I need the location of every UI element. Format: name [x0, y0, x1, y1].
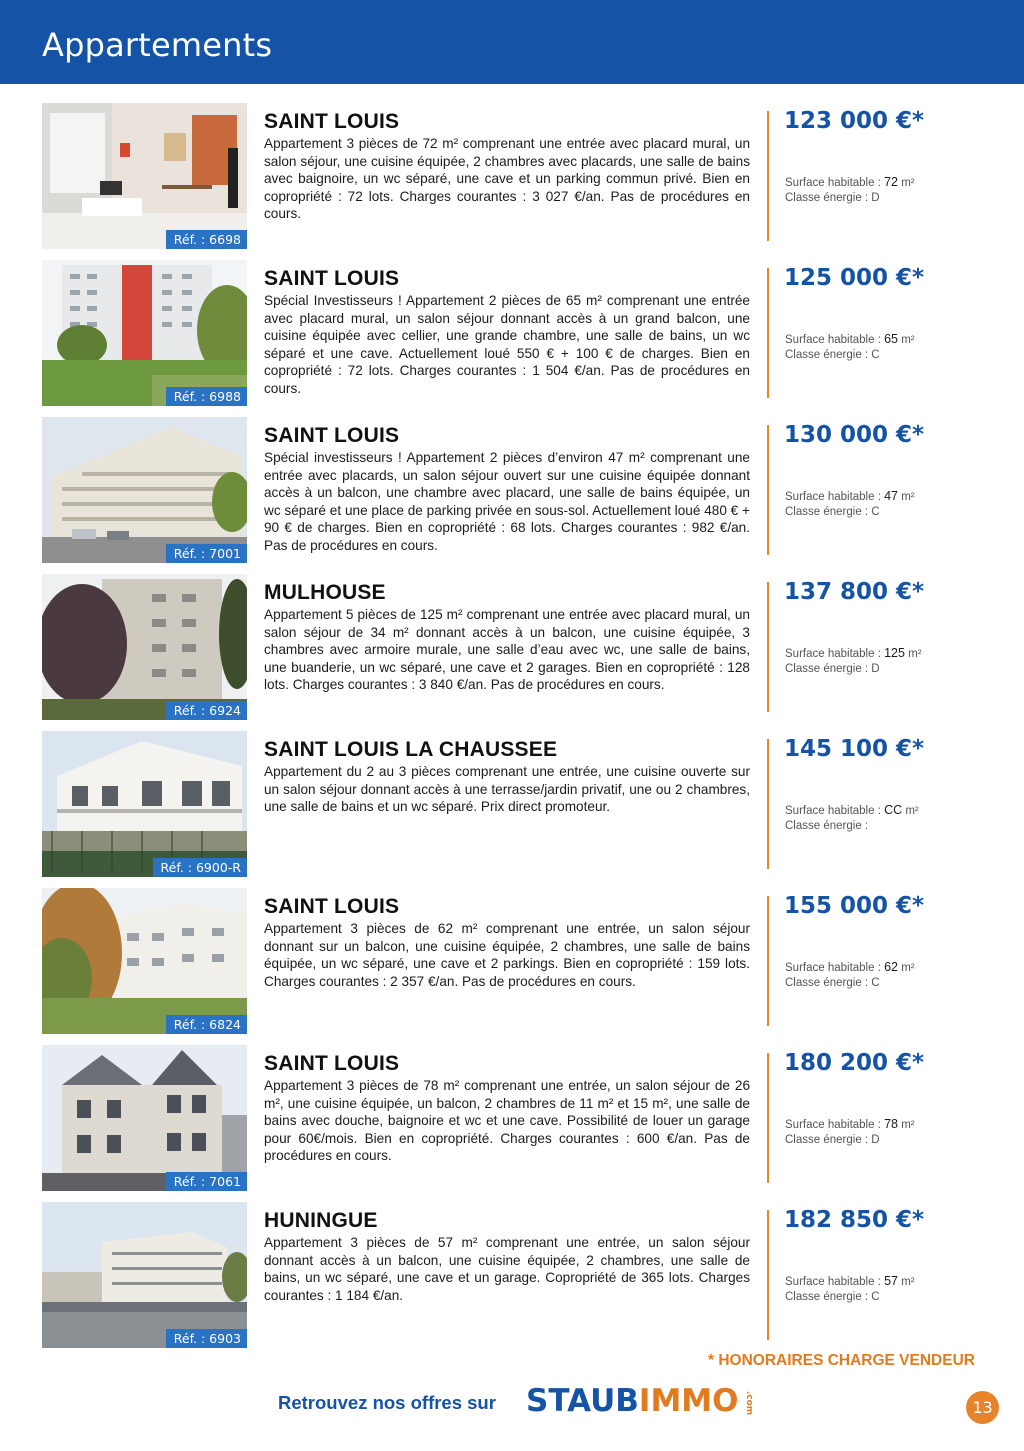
listing-city: SAINT LOUIS: [264, 110, 400, 133]
reference-badge: Réf. : 6824: [166, 1015, 247, 1034]
listing-description: Appartement 3 pièces de 78 m² comprenant une entrée, un salon séjour de 26 m², une cuisine équipée, un balcon, 2 chambres de 11 m² et 15 m², une salle de bains avec douche, baignoire et wc et une cave. Possibilité de louer un garage pour 60€/mois. Bien en copropriété. Charges courantes : 600 €/an. Pas de procédures en cours.: [264, 1078, 750, 1164]
orange-divider: [767, 739, 769, 869]
listing-photo[interactable]: [42, 103, 247, 249]
building-photo-icon: [42, 731, 247, 877]
energy-line: Classe énergie :: [785, 820, 869, 832]
reference-badge: Réf. : 7001: [166, 544, 247, 563]
listing-item[interactable]: [0, 1045, 1024, 1191]
listing-price: 123 000 €*: [784, 108, 925, 134]
reference-badge: Réf. : 6924: [166, 701, 247, 720]
listing-photo[interactable]: [42, 888, 247, 1034]
listing-specs: [785, 803, 985, 834]
listing-specs: [785, 332, 985, 363]
listing-price: 145 100 €*: [784, 736, 925, 762]
listing-description: Appartement 3 pièces de 57 m² comprenant une entrée, un salon séjour donnant accès à un balcon, une cuisine équipée, 2 chambres, une salle de bains, un wc séparé, une cave et un garage. Copropriété de 365 lots. Charges courantes : 1 184 €/an.: [264, 1235, 750, 1303]
reference-badge: Réf. : 6900-R: [153, 858, 247, 877]
listing-info: [264, 266, 750, 398]
surface-line: Surface habitable : 57 m²: [785, 1274, 915, 1288]
energy-line: Classe énergie : C: [785, 506, 880, 518]
orange-divider: [767, 425, 769, 555]
listing-description: Spécial Investisseurs ! Appartement 2 pièces de 65 m² comprenant une entrée avec placard mural, un salon séjour donnant accès à un grand balcon, une cuisine équipée avec cellier, une grande chambre, une salle de bains, un wc séparé et une cave. Actuellement loué 550 € + 100 € de charges. Bien en copropriété : 72 lots. Charges courantes : 1 504 €/an. Pas de procédures en cours.: [264, 293, 750, 396]
listing-city: SAINT LOUIS: [264, 424, 400, 447]
listing-photo[interactable]: [42, 731, 247, 877]
energy-line: Classe énergie : D: [785, 1134, 880, 1146]
listing-item[interactable]: [0, 260, 1024, 406]
listing-description: Appartement du 2 au 3 pièces comprenant une entrée, une cuisine ouverte sur un salon séjour donnant accès à une terrasse/jardin privatif, une ou 2 chambres, une salle de bains et un wc séparé. Prix direct promoteur.: [264, 764, 750, 815]
listing-description: Appartement 5 pièces de 125 m² comprenant une entrée avec placard mural, un salon séjour de 34 m² donnant accès à un balcon, une cuisine équipée, 3 chambres avec armoire murale, une salle d’eau avec wc, une salle de bains, une buanderie, un wc séparé, une cave et 2 garages. Bien en copropriété : 128 lots. Charges courantes : 3 840 €/an. Pas de procédures en cours.: [264, 607, 750, 693]
surface-line: Surface habitable : CC m²: [785, 803, 919, 817]
building-photo-icon: [42, 103, 247, 249]
listing-item[interactable]: [0, 417, 1024, 563]
fee-note: * HONORAIRES CHARGE VENDEUR: [708, 1352, 975, 1369]
listing-specs: [785, 1274, 985, 1305]
orange-divider: [767, 268, 769, 398]
listing-specs: [785, 489, 985, 520]
listing-city: SAINT LOUIS LA CHAUSSEE: [264, 738, 558, 761]
surface-line: Surface habitable : 125 m²: [785, 646, 922, 660]
energy-line: Classe énergie : C: [785, 1291, 880, 1303]
footer-text: Retrouvez nos offres sur: [278, 1392, 496, 1413]
listing-info: [264, 894, 750, 990]
listing-city: SAINT LOUIS: [264, 267, 400, 290]
surface-line: Surface habitable : 62 m²: [785, 960, 915, 974]
listing-price: 182 850 €*: [784, 1207, 925, 1233]
page-number: 13: [966, 1391, 999, 1424]
reference-badge: Réf. : 6698: [166, 230, 247, 249]
listing-item[interactable]: [0, 103, 1024, 249]
reference-badge: Réf. : 6988: [166, 387, 247, 406]
listing-info: [264, 1051, 750, 1165]
listing-description: Spécial investisseurs ! Appartement 2 pièces d’environ 47 m² comprenant une entrée avec placards, un salon séjour ouvert sur une cuisine équipée donnant accès à un balcon, une chambre avec placard, une salle de bains équipée, un wc séparé et une place de parking privée en sous-sol. Actuellement loué 480 € + 90 € de charges. Bien en copropriété : 68 lots. Charges courantes : 982 €/an. Pas de procédures en cours.: [264, 450, 750, 553]
listing-price: 180 200 €*: [784, 1050, 925, 1076]
surface-line: Surface habitable : 72 m²: [785, 175, 915, 189]
listing-info: [264, 109, 750, 223]
listing-photo[interactable]: [42, 574, 247, 720]
page-header: [0, 0, 1024, 84]
building-photo-icon: [42, 574, 247, 720]
surface-line: Surface habitable : 78 m²: [785, 1117, 915, 1131]
orange-divider: [767, 1210, 769, 1340]
page-title: Appartements: [42, 26, 273, 64]
listing-item[interactable]: [0, 731, 1024, 877]
listing-photo[interactable]: [42, 1045, 247, 1191]
surface-line: Surface habitable : 65 m²: [785, 332, 915, 346]
listing-description: Appartement 3 pièces de 62 m² comprenant une entrée, un salon séjour donnant sur un balcon, une cuisine équipée, 2 chambres, une salle de bains équipée, un wc séparé, une cave et 2 parkings. Bien en copropriété : 159 lots. Charges courantes : 2 357 €/an. Pas de procédures en cours.: [264, 921, 750, 989]
orange-divider: [767, 582, 769, 712]
listing-photo[interactable]: [42, 1202, 247, 1348]
listing-price: 155 000 €*: [784, 893, 925, 919]
listing-city: HUNINGUE: [264, 1209, 378, 1232]
listing-info: [264, 1208, 750, 1304]
listing-item[interactable]: [0, 574, 1024, 720]
orange-divider: [767, 1053, 769, 1183]
orange-divider: [767, 896, 769, 1026]
listing-info: [264, 423, 750, 555]
building-photo-icon: [42, 1202, 247, 1348]
listing-price: 137 800 €*: [784, 579, 925, 605]
listing-photo[interactable]: [42, 417, 247, 563]
brand-logo[interactable]: STAUBIMMO .com: [526, 1383, 754, 1419]
surface-line: Surface habitable : 47 m²: [785, 489, 915, 503]
listing-specs: [785, 646, 985, 677]
listing-price: 130 000 €*: [784, 422, 925, 448]
energy-line: Classe énergie : C: [785, 349, 880, 361]
listing-item[interactable]: [0, 1202, 1024, 1348]
listing-specs: [785, 1117, 985, 1148]
listing-description: Appartement 3 pièces de 72 m² comprenant une entrée avec placard mural, un salon séjour, une cuisine équipée, 2 chambres avec placards, une salle de bains avec baignoire, un wc séparé, une cave et un parking commun privé. Bien en copropriété : 72 lots. Charges courantes : 3 027 €/an. Pas de procédures en cours.: [264, 136, 750, 222]
listing-specs: [785, 960, 985, 991]
reference-badge: Réf. : 7061: [166, 1172, 247, 1191]
listing-city: SAINT LOUIS: [264, 895, 400, 918]
listing-city: SAINT LOUIS: [264, 1052, 400, 1075]
building-photo-icon: [42, 1045, 247, 1191]
energy-line: Classe énergie : D: [785, 663, 880, 675]
listing-city: MULHOUSE: [264, 581, 386, 604]
building-photo-icon: [42, 260, 247, 406]
listing-specs: [785, 175, 985, 206]
building-photo-icon: [42, 417, 247, 563]
reference-badge: Réf. : 6903: [166, 1329, 247, 1348]
listing-item[interactable]: [0, 888, 1024, 1034]
energy-line: Classe énergie : D: [785, 192, 880, 204]
listing-photo[interactable]: [42, 260, 247, 406]
listing-info: [264, 580, 750, 694]
energy-line: Classe énergie : C: [785, 977, 880, 989]
listing-price: 125 000 €*: [784, 265, 925, 291]
building-photo-icon: [42, 888, 247, 1034]
orange-divider: [767, 111, 769, 241]
listing-info: [264, 737, 750, 816]
